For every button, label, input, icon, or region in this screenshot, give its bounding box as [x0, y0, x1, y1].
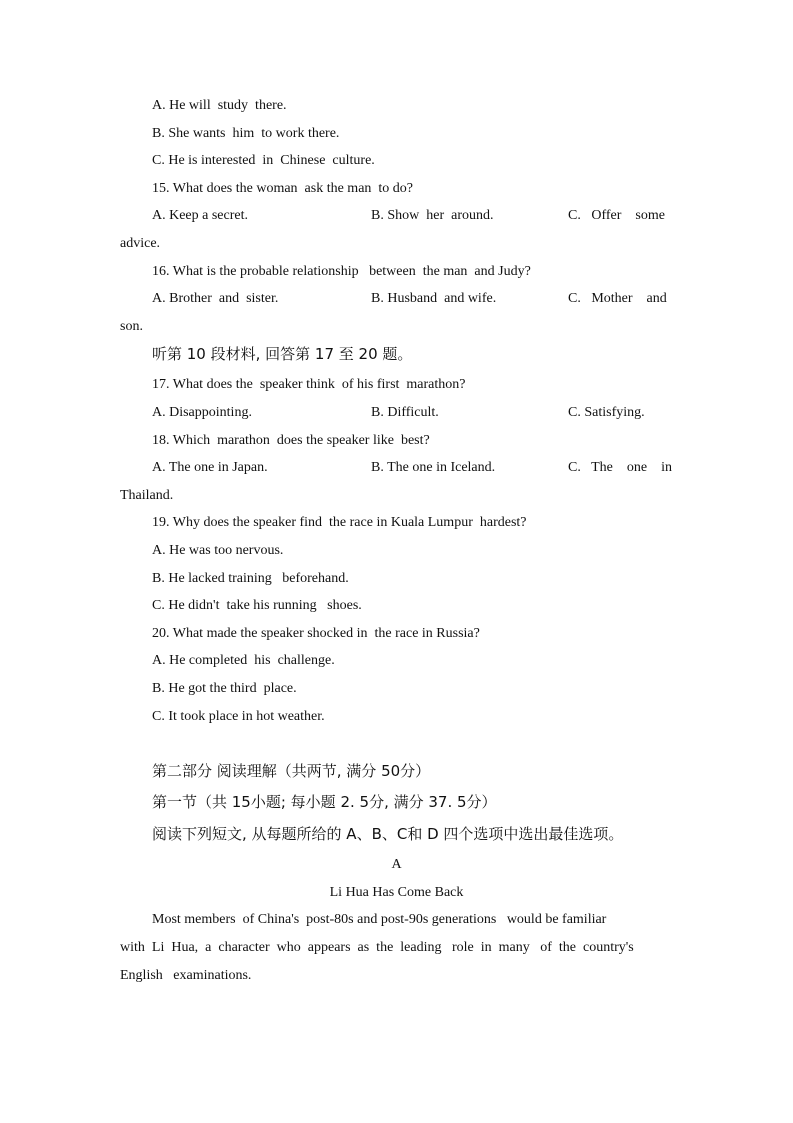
- section-10-instruction: 听第 10 段材料, 回答第 17 至 20 题。: [152, 345, 413, 363]
- q18-option-c: C. The one in: [568, 460, 672, 475]
- q14-option-a: A. He will study there.: [152, 98, 287, 113]
- passage-line-2: with Li Hua, a character who appears as the leading role in many of the country's: [120, 940, 634, 955]
- q17-option-c: C. Satisfying.: [568, 405, 645, 420]
- q16-stem: 16. What is the probable relationship between the man and Judy?: [152, 264, 531, 279]
- q20-option-b: B. He got the third place.: [152, 681, 297, 696]
- q16-option-c-continued: son.: [120, 319, 143, 334]
- q15-option-c: C. Offer some: [568, 208, 665, 223]
- q19-option-a: A. He was too nervous.: [152, 543, 284, 558]
- q19-option-c: C. He didn't take his running shoes.: [152, 598, 362, 613]
- q15-option-b: B. Show her around.: [371, 208, 494, 223]
- q17-stem: 17. What does the speaker think of his first marathon?: [152, 377, 466, 392]
- q18-option-c-continued: Thailand.: [120, 488, 174, 503]
- q16-option-c: C. Mother and: [568, 291, 667, 306]
- q20-option-c: C. It took place in hot weather.: [152, 709, 325, 724]
- q18-option-a: A. The one in Japan.: [152, 460, 268, 475]
- q19-option-b: B. He lacked training beforehand.: [152, 571, 349, 586]
- q17-option-b: B. Difficult.: [371, 405, 439, 420]
- q19-stem: 19. Why does the speaker find the race in Kuala Lumpur hardest?: [152, 515, 527, 530]
- section-1-heading: 第一节（共 15小题; 每小题 2. 5分, 满分 37. 5分）: [152, 793, 497, 811]
- q14-option-c: C. He is interested in Chinese culture.: [152, 153, 375, 168]
- q15-stem: 15. What does the woman ask the man to do?: [152, 181, 414, 196]
- q20-option-a: A. He completed his challenge.: [152, 653, 335, 668]
- reading-instruction: 阅读下列短文, 从每题所给的 A、B、C和 D 四个选项中选出最佳选项。: [152, 825, 624, 843]
- q20-stem: 20. What made the speaker shocked in the race in Russia?: [152, 626, 480, 641]
- q15-option-a: A. Keep a secret.: [152, 208, 249, 223]
- q18-option-b: B. The one in Iceland.: [371, 460, 496, 475]
- q18-stem: 18. Which marathon does the speaker like best?: [152, 433, 430, 448]
- passage-line-1: Most members of China's post-80s and post-90s generations would be familiar: [152, 912, 607, 927]
- q16-option-b: B. Husband and wife.: [371, 291, 497, 306]
- q14-option-b: B. She wants him to work there.: [152, 126, 340, 141]
- q15-option-c-continued: advice.: [120, 236, 161, 251]
- passage-letter: A: [391, 857, 402, 872]
- passage-title: Li Hua Has Come Back: [329, 885, 464, 900]
- passage-line-3: English examinations.: [120, 968, 252, 983]
- q16-option-a: A. Brother and sister.: [152, 291, 279, 306]
- q17-option-a: A. Disappointing.: [152, 405, 252, 420]
- part-2-heading: 第二部分 阅读理解（共两节, 满分 50分）: [152, 762, 431, 780]
